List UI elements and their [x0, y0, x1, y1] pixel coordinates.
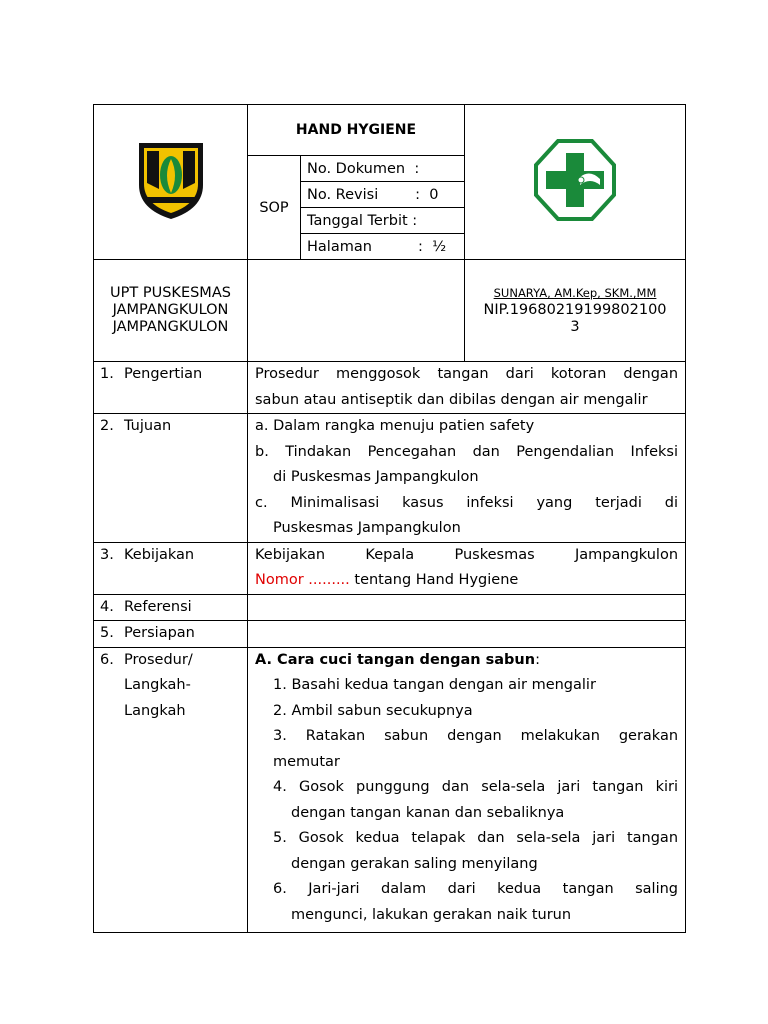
organization-name	[94, 260, 248, 362]
step-6-cont: mengunci, lakukan gerakan naik turun	[291, 906, 572, 923]
section-label-text: Kebijakan	[124, 546, 195, 563]
document-title: HAND HYGIENE	[248, 105, 465, 156]
kebijakan-line-2	[255, 568, 678, 594]
persiapan-content	[248, 621, 686, 648]
section-label-kebijakan	[94, 542, 248, 594]
step-2: 2. Ambil sabun secukupnya	[273, 702, 473, 719]
section-label-referensi	[94, 594, 248, 621]
prosedur-label-2: Langkah-	[124, 677, 191, 693]
org-line-3: JAMPANGKULON	[112, 319, 229, 335]
prosedur-heading	[255, 648, 678, 674]
meta-no-dokumen: No. Dokumen :	[301, 156, 465, 182]
sop-document	[93, 104, 685, 933]
prosedur-label-3: Langkah	[124, 702, 186, 719]
meta-no-revisi: No. Revisi : 0	[301, 182, 465, 208]
signer-nip-1: NIP.19680219199802100	[483, 302, 667, 318]
section-number: 2.	[100, 418, 114, 434]
section-label-persiapan	[94, 621, 248, 648]
tujuan-item-c-cont: Puskesmas Jampangkulon	[273, 520, 461, 536]
puskesmas-green-cross-icon	[534, 139, 616, 221]
blank-middle-cell	[248, 260, 465, 362]
section-number: 6.	[100, 651, 114, 668]
step-1: 1. Basahi kedua tangan dengan air mengalir	[273, 677, 596, 693]
referensi-content	[248, 594, 686, 621]
tujuan-item-c: c. Minimalisasi kasus infeksi yang terjadi di	[255, 494, 679, 511]
signer-name: SUNARYA, AM.Kep, SKM.,MM	[493, 286, 657, 300]
org-line-2: JAMPANGKULON	[112, 302, 229, 318]
prosedur-label-1: Prosedur/	[124, 651, 193, 668]
step-6: 6. Jari-jari dalam dari kedua tangan saling	[273, 881, 679, 897]
tujuan-item-b: b. Tindakan Pencegahan dan Pengendalian Infeksi	[255, 443, 679, 460]
sop-label: SOP	[248, 156, 301, 260]
prosedur-heading-colon: :	[535, 651, 540, 668]
section-number: 5.	[100, 625, 114, 641]
regency-crest-icon	[135, 139, 207, 221]
nomor-placeholder: Nomor .........	[255, 572, 350, 588]
section-label-text: Referensi	[124, 598, 192, 615]
section-number: 1.	[100, 366, 114, 382]
section-label-text: Persiapan	[124, 625, 195, 641]
section-label-text: Pengertian	[124, 366, 203, 382]
meta-tanggal-terbit: Tanggal Terbit :	[301, 208, 465, 234]
section-label-tujuan	[94, 414, 248, 543]
kebijakan-rest: tentang Hand Hygiene	[349, 572, 519, 588]
prosedur-heading-text: A. Cara cuci tangan dengan sabun	[255, 651, 536, 668]
section-label-prosedur	[94, 647, 248, 933]
tujuan-item-b-cont: di Puskesmas Jampangkulon	[273, 469, 479, 485]
kebijakan-content	[248, 542, 686, 594]
signer-nip-2: 3	[570, 319, 580, 335]
meta-halaman: Halaman : ½	[301, 234, 465, 260]
org-line-1: UPT PUSKESMAS	[110, 285, 231, 301]
pengertian-line-1: Prosedur menggosok tangan dari kotoran dengan	[255, 366, 679, 382]
step-3: 3. Ratakan sabun dengan melakukan gerakan	[273, 728, 679, 744]
left-logo-cell	[94, 105, 248, 260]
prosedur-content	[248, 647, 686, 933]
right-logo-cell	[465, 105, 686, 260]
tujuan-content	[248, 414, 686, 543]
signer-block	[465, 260, 686, 362]
step-5-cont: dengan gerakan saling menyilang	[291, 855, 538, 872]
kebijakan-line-1: Kebijakan Kepala Puskesmas Jampangkulon	[255, 546, 679, 563]
section-label-text: Tujuan	[124, 418, 172, 434]
step-5: 5. Gosok kedua telapak dan sela-sela jari tangan	[273, 830, 679, 846]
section-number: 3.	[100, 546, 114, 563]
tujuan-item-a: a. Dalam rangka menuju patien safety	[255, 418, 535, 434]
pengertian-line-2: sabun atau antiseptik dan dibilas dengan air mengalir	[255, 391, 648, 408]
pengertian-content	[248, 362, 686, 414]
step-4-cont: dengan tangan kanan dan sebaliknya	[291, 804, 565, 821]
section-label-pengertian	[94, 362, 248, 414]
step-4: 4. Gosok punggung dan sela-sela jari tangan kiri	[273, 779, 679, 795]
section-number: 4.	[100, 598, 114, 615]
step-3-cont: memutar	[273, 753, 340, 770]
